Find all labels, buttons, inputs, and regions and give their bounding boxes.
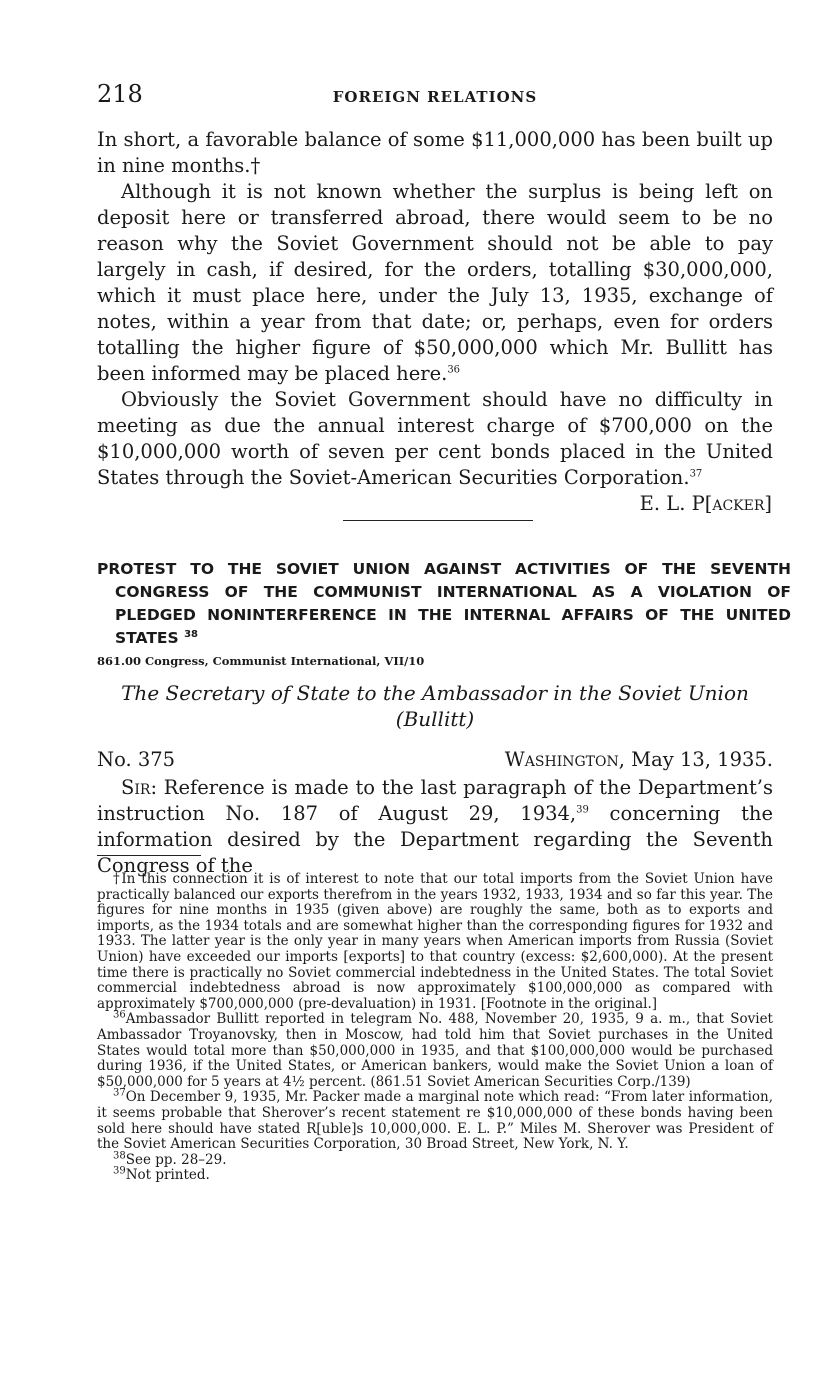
footnote-38 xyxy=(97,1150,773,1169)
section-heading xyxy=(97,558,791,650)
footnote-ref-36: 36 xyxy=(447,364,461,376)
date: , May 13, 1935. xyxy=(618,748,773,771)
paragraph-interest xyxy=(97,387,773,491)
footnote-divider xyxy=(97,855,201,856)
place: Washington xyxy=(504,748,619,771)
section-heading-text: PROTEST TO THE SOVIET UNION AGAINST ACTIVITIES OF THE SEVENTH CONGRESS OF THE COMMUNIST INTERNATIONAL AS A VIOLATION OF PLEDGED NONINTERFERENCE IN THE INTERNAL AFFAIRS OF THE UNITED STATES xyxy=(97,560,791,647)
footnote-36-mark: 36 xyxy=(113,1009,126,1021)
salutation: Sir xyxy=(121,776,151,799)
letter-paragraph xyxy=(97,775,773,879)
footnotes xyxy=(97,872,773,1184)
footnote-ref-38: 38 xyxy=(184,628,198,640)
footnote-ref-39: 39 xyxy=(576,804,589,816)
footnote-36-text: Ambassador Bullitt reported in telegram No. 488, November 20, 1935, 9 a. m., that Soviet Ambassador Troyanovsky, then in Moscow, had told him that Soviet purchases in the United States would total more than $50,000,000 in 1935, and that $100,000,000 would be purchased during 1936, if the United States, or American bankers, would make the Soviet Union a loan of $50,000,000 for 5 years at 4½ percent. (861.51 Soviet American Securities Corp./139) xyxy=(97,1011,773,1090)
running-head: FOREIGN RELATIONS xyxy=(332,88,538,106)
footnote-37 xyxy=(97,1087,773,1153)
page-number: 218 xyxy=(97,80,143,108)
footnote-39-text: Not printed. xyxy=(125,1167,210,1184)
footnote-39-mark: 39 xyxy=(113,1165,126,1177)
footnote-37-text: On December 9, 1935, Mr. Packer made a marginal note which read: “From later information, it seems probable that Sherover’s recent statement re $10,000,000 of these bonds having been sold here should have stated R[uble]s 10,000,000. E. L. P.” Miles M. Sherover was President of the Soviet American Securities Corporation, 30 Broad Street, New York, N. Y. xyxy=(97,1089,773,1153)
paragraph-surplus-text: Although it is not known whether the surplus is being left on deposit here or transferred abroad, there would seem to be no reason why the Soviet Government should not be able to pay largely in cash, if desired, for the orders, totalling $30,000,000, which it must place here, under the July 13, 1935, exchange of notes, within a year from that date; or, perhaps, even for orders totalling the higher figure of $50,000,000 which Mr. Bullitt has been informed may be placed here. xyxy=(97,180,773,385)
footnote-38-text: See pp. 28–29. xyxy=(125,1151,227,1168)
document-title-line2: (Bullitt) xyxy=(395,707,475,731)
signature-name: acker xyxy=(712,492,765,515)
footnote-37-mark: 37 xyxy=(113,1087,126,1099)
file-reference: 861.00 Congress, Communist International, VII/10 xyxy=(97,654,425,668)
footnote-36 xyxy=(97,1009,773,1090)
document-dateline xyxy=(97,748,773,776)
document-number: No. 375 xyxy=(97,748,176,771)
footnote-39 xyxy=(97,1165,773,1184)
document-title xyxy=(97,680,773,732)
letter-text-a: : Reference is made to the last paragraph of the Department’s instruction No. 187 of August 29, 1934, xyxy=(97,776,773,825)
page-header xyxy=(97,80,773,114)
signature-initials: E. L. P[ xyxy=(639,492,713,515)
signature xyxy=(640,492,772,515)
section-divider xyxy=(343,520,533,521)
document-title-line1: The Secretary of State to the Ambassador in the Soviet Union xyxy=(121,681,749,705)
paragraph-surplus xyxy=(97,179,773,387)
footnote-38-mark: 38 xyxy=(113,1150,126,1162)
paragraph-balance: In short, a favorable balance of some $11,000,000 has been built up in nine months.† xyxy=(97,128,773,177)
signature-close: ] xyxy=(764,492,772,515)
place-date xyxy=(505,748,773,771)
paragraph-interest-text: Obviously the Soviet Government should have no difficulty in meeting as due the annual interest charge of $700,000 on the $10,000,000 worth of seven per cent bonds placed in the United States through the Soviet-American Securities Corporation. xyxy=(97,388,773,489)
letter-text-b: concerning the information desired by the Department regarding the Seventh Congress of the xyxy=(97,802,774,877)
footnote-dagger: †In this connection it is of interest to note that our total imports from the Soviet Union have practically balanced our exports therefrom in the years 1932, 1933, 1934 and so far this year. The figures for nine months in 1935 (given above) are roughly the same, both as to exports and imports, as the 1934 totals and are somewhat higher than the corresponding figures for 1932 and 1933. The latter year is the only year in many years when American imports from Russia (Soviet Union) have exceeded our imports [exports] to that country (excess: $2,600,000). At the present time there is practically no Soviet commercial indebtedness in the United States. The total Soviet commercial indebtedness abroad is now approximately $100,000,000 as compared with approximately $700,000,000 (pre-devaluation) in 1931. [Footnote in the original.] xyxy=(97,871,773,1012)
footnote-ref-37: 37 xyxy=(689,468,703,480)
